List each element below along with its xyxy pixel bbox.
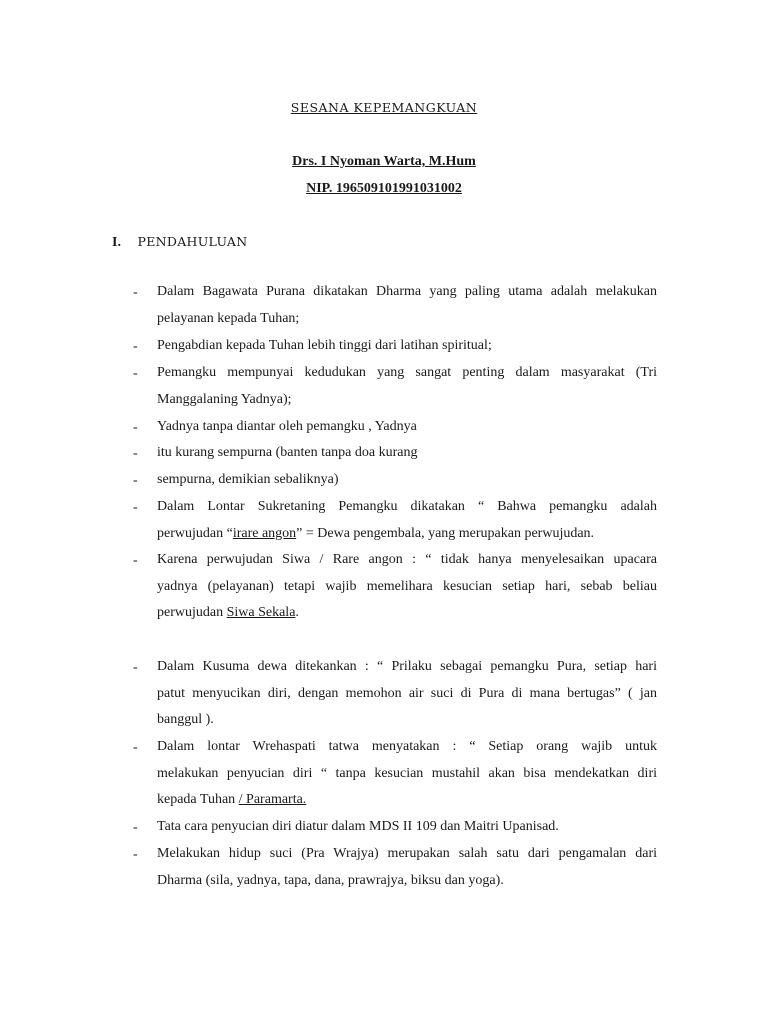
line-text: .: [295, 605, 299, 621]
list-item-line: Dalam Lontar Sukretaning Pemangku dikatakan “ Bahwa pemangku adalah: [157, 499, 657, 514]
section-heading: [112, 234, 248, 251]
list-item-line: [157, 600, 657, 626]
section-label: PENDAHULUAN: [137, 234, 248, 249]
list-item-line: banggul ).: [157, 712, 214, 728]
list-item-line: Karena perwujudan Siwa / Rare angon : “ tidak hanya menyelesaikan upacara: [157, 552, 657, 567]
document-title: SESANA KEPEMANGKUAN: [290, 100, 478, 115]
list-item-line: melakukan penyucian diri “ tanpa kesucian mustahil akan bisa mendekatkan diri: [157, 765, 657, 781]
bullet-dash: -: [133, 820, 138, 835]
underlined-term: irare angon: [232, 525, 297, 541]
list-item-line: Yadnya tanpa diantar oleh pemangku , Yadnya: [157, 419, 417, 434]
bullet-dash: -: [133, 473, 138, 488]
author-name: Drs. I Nyoman Warta, M.Hum: [292, 154, 476, 169]
bullet-dash: -: [133, 446, 138, 461]
list-item-line: yadnya (pelayanan) tetapi wajib memelihara kesucian setiap hari, sebab beliau: [157, 578, 657, 594]
line-text: perwujudan “: [157, 525, 233, 541]
bullet-dash: -: [133, 740, 138, 755]
section-number: I.: [112, 235, 121, 250]
author-nip: NIP. 196509101991031002: [306, 181, 462, 196]
bullet-dash: -: [133, 847, 138, 862]
list-item-line: sempurna, demikian sebaliknya): [157, 472, 339, 487]
list-item-line: Dalam Kusuma dewa ditekankan : “ Prilaku sebagai pemangku Pura, setiap hari: [157, 659, 657, 674]
line-text: kepada Tuhan: [157, 792, 239, 808]
list-item-line: Manggalaning Yadnya);: [157, 391, 292, 407]
list-item-line: Dharma (sila, yadnya, tapa, dana, prawrajya, biksu dan yoga).: [157, 872, 504, 888]
list-item-line: [157, 521, 657, 547]
list-item-line: Pengabdian kepada Tuhan lebih tinggi dari latihan spiritual;: [157, 338, 492, 353]
underlined-term: Siwa Sekala: [226, 605, 296, 621]
list-item-line: Melakukan hidup suci (Pra Wrajya) merupakan salah satu dari pengamalan dari: [157, 846, 657, 861]
bullet-dash: -: [133, 500, 138, 515]
bullet-dash: -: [133, 553, 138, 568]
line-text: ” = Dewa pengembala, yang merupakan perwujudan.: [296, 525, 595, 541]
bullet-dash: -: [133, 660, 138, 675]
list-item-line: Tata cara penyucian diri diatur dalam MDS II 109 dan Maitri Upanisad.: [157, 819, 559, 834]
list-item-line: Pemangku mempunyai kedudukan yang sangat penting dalam masyarakat (Tri: [157, 365, 657, 380]
list-item-line: itu kurang sempurna (banten tanpa doa kurang: [157, 445, 418, 460]
list-item-line: [157, 787, 657, 813]
bullet-dash: -: [133, 285, 138, 300]
bullet-dash: -: [133, 339, 138, 354]
bullet-dash: -: [133, 420, 138, 435]
line-text: perwujudan: [157, 605, 227, 621]
list-item-line: pelayanan kepada Tuhan;: [157, 310, 300, 326]
list-item-line: patut menyucikan diri, dengan memohon air suci di Pura di mana bertugas” ( jan: [157, 685, 657, 701]
list-item-line: Dalam Bagawata Purana dikatakan Dharma yang paling utama adalah melakukan: [157, 284, 657, 299]
underlined-term: / Paramarta.: [238, 792, 307, 808]
list-item-line: Dalam lontar Wrehaspati tatwa menyatakan : “ Setiap orang wajib untuk: [157, 739, 657, 754]
bullet-dash: -: [133, 366, 138, 381]
